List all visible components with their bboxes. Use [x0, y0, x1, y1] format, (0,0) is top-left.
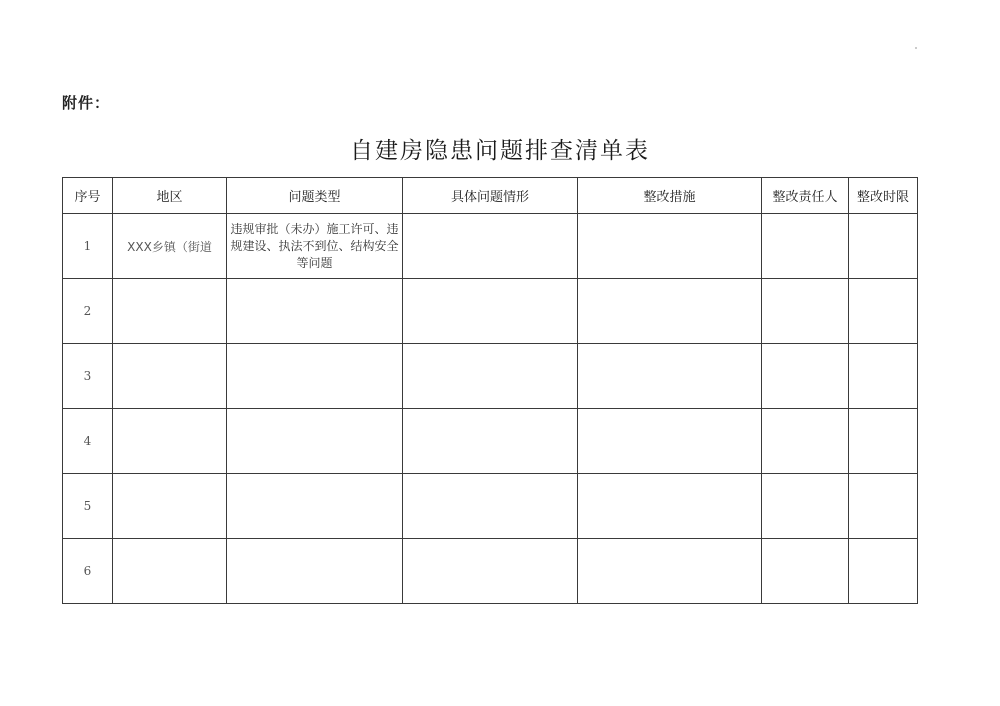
header-specific-situation: 具体问题情形 — [403, 178, 578, 214]
owner-cell — [762, 214, 849, 279]
row-number: 3 — [63, 344, 113, 409]
row-number: 4 — [63, 409, 113, 474]
row-number: 2 — [63, 279, 113, 344]
deadline-cell — [849, 214, 918, 279]
checklist-table — [62, 177, 918, 604]
table-header-row — [63, 178, 918, 214]
header-deadline: 整改时限 — [849, 178, 918, 214]
row-number: 5 — [63, 474, 113, 539]
measures-cell — [578, 344, 762, 409]
owner-cell — [762, 344, 849, 409]
issue-type-cell — [227, 279, 403, 344]
table-row — [63, 214, 918, 279]
header-rectification-measures: 整改措施 — [578, 178, 762, 214]
issue-type-cell — [227, 474, 403, 539]
header-region: 地区 — [113, 178, 227, 214]
owner-cell — [762, 539, 849, 604]
header-serial-number: 序号 — [63, 178, 113, 214]
measures-cell — [578, 539, 762, 604]
table-row — [63, 539, 918, 604]
table-row — [63, 409, 918, 474]
region-cell — [113, 344, 227, 409]
measures-cell — [578, 474, 762, 539]
table-row — [63, 344, 918, 409]
measures-cell — [578, 409, 762, 474]
header-responsible-person: 整改责任人 — [762, 178, 849, 214]
situation-cell — [403, 279, 578, 344]
region-cell — [113, 474, 227, 539]
row-number: 1 — [63, 214, 113, 279]
owner-cell — [762, 474, 849, 539]
issue-type-cell — [227, 539, 403, 604]
table-row — [63, 279, 918, 344]
region-cell — [113, 279, 227, 344]
issue-type-cell: 违规审批（未办）施工许可、违规建设、执法不到位、结构安全等问题 — [227, 214, 403, 279]
measures-cell — [578, 279, 762, 344]
owner-cell — [762, 279, 849, 344]
owner-cell — [762, 409, 849, 474]
issue-type-cell — [227, 344, 403, 409]
situation-cell — [403, 214, 578, 279]
deadline-cell — [849, 539, 918, 604]
situation-cell — [403, 344, 578, 409]
table-row — [63, 474, 918, 539]
deadline-cell — [849, 474, 918, 539]
region-cell: XXX乡镇（街道 — [113, 214, 227, 279]
measures-cell — [578, 214, 762, 279]
situation-cell — [403, 539, 578, 604]
deadline-cell — [849, 409, 918, 474]
issue-type-cell — [227, 409, 403, 474]
attachment-label: 附件： — [62, 94, 111, 112]
row-number: 6 — [63, 539, 113, 604]
situation-cell — [403, 409, 578, 474]
header-issue-type: 问题类型 — [227, 178, 403, 214]
document-title: 自建房隐患问题排查清单表 — [350, 138, 650, 164]
region-cell — [113, 539, 227, 604]
scan-speck — [915, 47, 917, 49]
region-cell — [113, 409, 227, 474]
deadline-cell — [849, 344, 918, 409]
deadline-cell — [849, 279, 918, 344]
situation-cell — [403, 474, 578, 539]
